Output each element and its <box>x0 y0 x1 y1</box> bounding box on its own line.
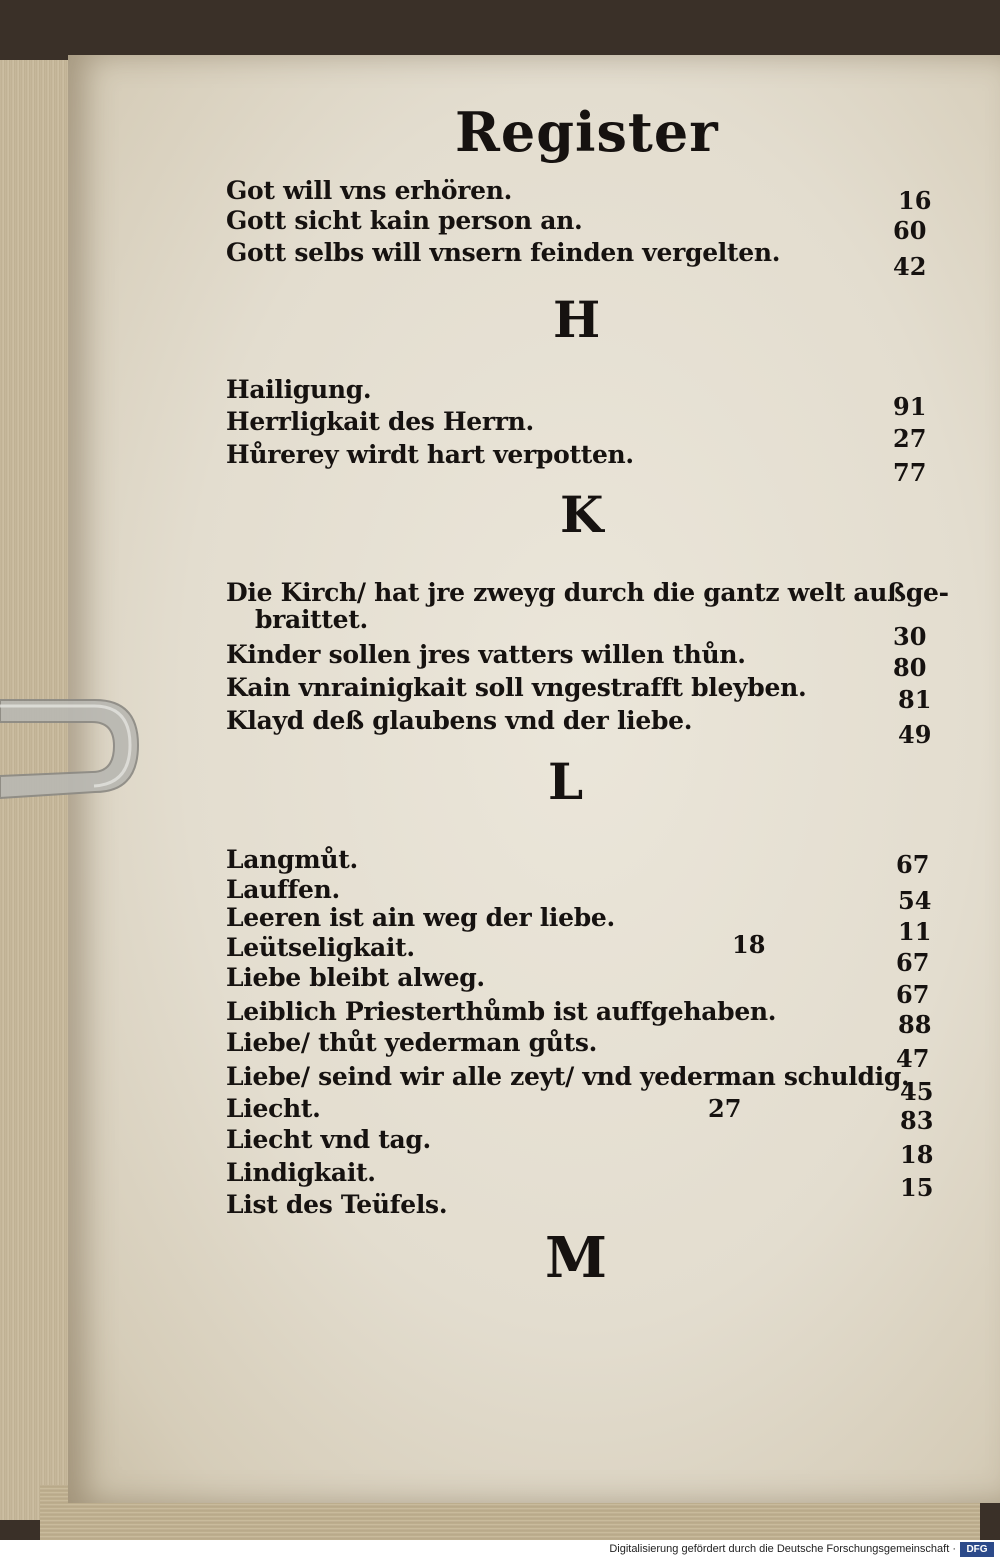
entry-page-number: 47 <box>896 1044 930 1073</box>
index-entry: Lauffen. <box>226 875 340 904</box>
entry-page-number: 18 <box>900 1140 934 1169</box>
index-entry: Liecht vnd tag. <box>226 1125 431 1154</box>
section-letter-k: K <box>560 485 604 544</box>
entry-side-number: 18 <box>732 930 766 959</box>
entry-page-number: 42 <box>893 252 927 281</box>
entry-page-number: 91 <box>893 392 927 421</box>
index-entry: Hůrerey wirdt hart verpotten. <box>226 440 634 469</box>
index-entry: Got will vns erhören. <box>226 176 513 205</box>
index-entry: Kain vnrainigkait soll vngestrafft bleyben. <box>226 673 807 702</box>
index-entry: Kinder sollen jres vatters willen thůn. <box>226 640 746 669</box>
entry-page-number: 27 <box>893 424 927 453</box>
entry-page-number: 49 <box>898 720 932 749</box>
dfg-logo-icon: DFG <box>960 1542 994 1557</box>
entry-page-number: 60 <box>893 216 927 245</box>
index-entry: Lindigkait. <box>226 1158 376 1187</box>
entry-page-number: 45 <box>900 1077 934 1106</box>
index-entry: Liebe/ seind wir alle zeyt/ vnd yederman schuldig. <box>226 1062 910 1091</box>
index-entry: Leiblich Priesterthůmb ist auffgehaben. <box>226 997 777 1026</box>
footer-bar <box>0 1540 1000 1560</box>
entry-page-number: 30 <box>893 622 927 651</box>
section-letter-l: L <box>548 752 584 811</box>
entry-page-number: 67 <box>896 850 930 879</box>
entry-page-number: 80 <box>893 653 927 682</box>
book-page <box>68 55 1000 1503</box>
entry-page-number: 67 <box>896 980 930 1009</box>
index-entry: Liebe/ thůt yederman gůts. <box>226 1028 598 1057</box>
index-entry: Leeren ist ain weg der liebe. <box>226 903 615 932</box>
entry-page-number: 67 <box>896 948 930 977</box>
entry-page-number: 83 <box>900 1106 934 1135</box>
index-entry: Langmůt. <box>226 845 358 874</box>
index-entry: Klayd deß glaubens vnd der liebe. <box>226 706 693 735</box>
index-entry: Liebe bleibt alweg. <box>226 963 485 992</box>
paper-clip-icon <box>0 680 150 820</box>
entry-page-number: 54 <box>898 886 932 915</box>
entry-page-number: 81 <box>898 685 932 714</box>
page-title: Register <box>455 100 719 164</box>
entry-page-number: 11 <box>898 917 932 946</box>
index-entry: Hailigung. <box>226 375 372 404</box>
section-letter-m: M <box>545 1225 607 1291</box>
index-entry: List des Teüfels. <box>226 1190 448 1219</box>
index-entry: Gott sicht kain person an. <box>226 206 583 235</box>
entry-page-number: 15 <box>900 1173 934 1202</box>
entry-page-number: 77 <box>893 458 927 487</box>
index-entry-continuation: braittet. <box>255 605 368 634</box>
entry-page-number: 88 <box>898 1010 932 1039</box>
section-letter-h: H <box>553 290 601 349</box>
index-entry: Gott selbs will vnsern feinden vergelten. <box>226 238 781 267</box>
footer-credit: Digitalisierung gefördert durch die Deutsche Forschungsgemeinschaft · <box>609 1543 956 1555</box>
index-entry: Herrligkait des Herrn. <box>226 407 534 436</box>
entry-side-number: 27 <box>708 1094 742 1123</box>
index-entry: Liecht. <box>226 1094 321 1123</box>
entry-page-number: 16 <box>898 186 932 215</box>
index-entry: Die Kirch/ hat jre zweyg durch die gantz welt außge- <box>226 578 949 607</box>
index-entry: Leütseligkait. <box>226 933 415 962</box>
